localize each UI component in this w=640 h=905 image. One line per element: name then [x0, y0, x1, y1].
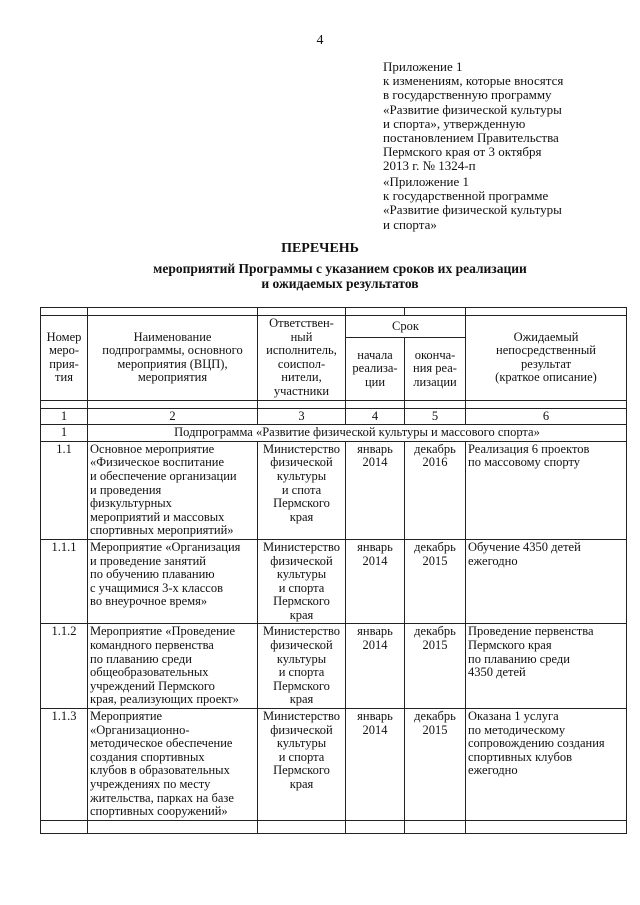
activity-name-line: Основное мероприятие: [90, 441, 215, 456]
continuation-cell: [88, 820, 258, 833]
activities-table: [40, 307, 627, 834]
header-gap-cell: [346, 400, 405, 408]
activity-responsible-line: Пермского: [273, 594, 330, 609]
activity-name-line: физкультурных: [90, 496, 172, 511]
text-line: Приложение 1: [383, 59, 463, 74]
text-line: к изменениям, которые вносятся: [383, 73, 564, 89]
activity-responsible-line: Пермского: [273, 763, 330, 778]
header-gap-cell: [258, 308, 346, 316]
activity-start-line: январь: [357, 709, 393, 724]
activity-start: [346, 624, 405, 709]
activity-responsible-line: края: [289, 607, 314, 622]
activity-name: [88, 539, 258, 624]
header-result: [466, 316, 627, 401]
text-line: ный: [290, 329, 313, 344]
activity-end-line: декабрь: [414, 624, 456, 639]
text-line: лизации: [413, 374, 457, 389]
header-gap-cell: [346, 308, 405, 316]
column-number: 1: [41, 408, 88, 425]
activity-end-line: декабрь: [414, 709, 456, 724]
activity-name-line: жительства, парках на базе: [90, 790, 234, 805]
activity-result-line: сопровождению создания: [468, 736, 605, 751]
column-number: 5: [405, 408, 466, 425]
activity-end-line: 2016: [422, 455, 448, 470]
text-line: подпрограммы, основного: [102, 343, 243, 358]
text-line: мероприятия (ВЦП),: [117, 356, 228, 371]
activity-result-line: по методическому: [468, 722, 566, 737]
activity-responsible-line: Пермского: [273, 496, 330, 511]
text-line: мероприятий Программы с указанием сроков их реализации: [153, 261, 527, 276]
text-line: (краткое описание): [495, 370, 597, 385]
text-line: «Развитие физической культуры: [383, 202, 562, 218]
text-line: непосредственный: [496, 343, 596, 358]
document-title: ПЕРЕЧЕНЬ: [281, 241, 359, 256]
header-gap-cell: [466, 308, 627, 316]
activity-name-line: общеобразовательных: [90, 665, 209, 680]
activity-end: [405, 441, 466, 539]
activity-start: [346, 441, 405, 539]
activity-start-line: январь: [357, 624, 393, 639]
activity-start-line: 2014: [362, 455, 388, 470]
activity-responsible: [258, 624, 346, 709]
text-line: и спорта»: [383, 216, 437, 232]
column-number: 2: [88, 408, 258, 425]
activity-name-line: и обеспечение организации: [90, 468, 237, 483]
activity-name: [88, 624, 258, 709]
header-gap-cell: [88, 308, 258, 316]
text-line: ния реа-: [413, 361, 457, 376]
activity-name-line: Мероприятие «Проведение: [90, 624, 236, 639]
activity-name-line: Мероприятие: [90, 709, 163, 724]
activity-responsible-line: и спорта: [278, 749, 325, 764]
text-line: к государственной программе: [383, 188, 549, 204]
activity-responsible-line: культуры: [276, 567, 327, 582]
continuation-row: [41, 820, 627, 833]
activity-name-line: мероприятий и массовых: [90, 509, 225, 524]
text-line: нители,: [281, 370, 322, 385]
text-line: меро-: [48, 343, 80, 358]
activity-responsible-line: Министерство: [262, 624, 341, 639]
text-line: прия-: [49, 356, 79, 371]
activity-number-line: 1.1.2: [51, 624, 77, 639]
activity-name-line: «Физическое воспитание: [90, 455, 225, 470]
column-number: 3: [258, 408, 346, 425]
header-gap-row: [41, 400, 627, 408]
activity-name-line: края, реализующих проект»: [90, 692, 239, 707]
header-gap-row: [41, 308, 627, 316]
text-line: Ожидаемый: [513, 329, 579, 344]
continuation-cell: [41, 820, 88, 833]
page-number: 4: [316, 33, 324, 48]
activity-number-line: 1.1.3: [51, 709, 77, 724]
header-responsible: [258, 316, 346, 401]
activity-responsible: [258, 441, 346, 539]
activity-number: [41, 624, 88, 709]
activity-responsible-line: физической: [270, 722, 333, 737]
activity-name-line: командного первенства: [90, 638, 214, 653]
activity-name-line: учреждений Пермского: [90, 678, 215, 693]
header-gap-cell: [258, 400, 346, 408]
activity-responsible-line: Министерство: [262, 709, 341, 724]
header-term: Срок: [346, 316, 466, 338]
header-gap-cell: [405, 308, 466, 316]
activity-end-line: 2015: [422, 638, 448, 653]
text-line: Наименование: [133, 329, 212, 344]
activity-end: [405, 709, 466, 821]
activity-start: [346, 709, 405, 821]
appendix-note: [383, 60, 628, 174]
activity-name-line: «Организационно-: [90, 722, 190, 737]
header-gap-cell: [41, 400, 88, 408]
activity-row: [41, 709, 627, 821]
activity-name-line: спортивных мероприятий»: [90, 523, 234, 538]
activity-responsible-line: культуры: [276, 651, 327, 666]
activity-responsible-line: Министерство: [262, 441, 341, 456]
text-line: исполнитель,: [266, 343, 337, 358]
activity-start-line: январь: [357, 539, 393, 554]
header-row: [41, 316, 627, 338]
header-name: [88, 316, 258, 401]
activity-responsible-line: и спорта: [278, 580, 325, 595]
text-line: ции: [364, 374, 386, 389]
text-line: результат: [520, 356, 572, 371]
text-line: и ожидаемых результатов: [261, 275, 419, 291]
activity-result-line: Обучение 4350 детей: [468, 539, 581, 554]
activity-end: [405, 539, 466, 624]
continuation-cell: [466, 820, 627, 833]
activity-name: [88, 441, 258, 539]
activity-number: [41, 539, 88, 624]
activity-result-line: спортивных клубов: [468, 749, 572, 764]
activity-start-line: 2014: [362, 553, 388, 568]
activity-number: [41, 709, 88, 821]
activity-number: [41, 441, 88, 539]
text-line: в государственную программу: [383, 87, 552, 103]
text-line: Пермского края от 3 октября: [383, 144, 542, 160]
text-line: участники: [273, 383, 330, 398]
activity-result-line: Оказана 1 услуга: [468, 709, 559, 724]
activity-result: [466, 539, 627, 624]
activity-start-line: 2014: [362, 638, 388, 653]
activity-start-line: январь: [357, 441, 393, 456]
column-number: 6: [466, 408, 627, 425]
text-line: «Развитие физической культуры: [383, 101, 562, 117]
activity-name-line: клубов в образовательных: [90, 763, 230, 778]
text-line: мероприятия: [137, 370, 208, 385]
activity-name-line: во внеурочное время»: [90, 594, 208, 609]
activity-name-line: и проведения: [90, 482, 162, 497]
activity-result: [466, 441, 627, 539]
activity-name-line: по плаванию среди: [90, 651, 192, 666]
activity-result: [466, 709, 627, 821]
text-line: тия: [55, 370, 73, 385]
activity-responsible: [258, 709, 346, 821]
activity-number-line: 1.1: [56, 441, 72, 456]
header-gap-cell: [466, 400, 627, 408]
activity-responsible-line: и спорта: [278, 665, 325, 680]
continuation-cell: [346, 820, 405, 833]
activity-name-line: с учащимися 3-х классов: [90, 580, 223, 595]
activity-result-line: по массовому спорту: [468, 455, 581, 470]
column-number-row: [41, 408, 627, 425]
activity-result-line: ежегодно: [468, 553, 518, 568]
activity-name: [88, 709, 258, 821]
text-line: и спорта», утвержденную: [383, 115, 526, 131]
text-line: соиспол-: [277, 356, 326, 371]
activity-result-line: Пермского края: [468, 638, 552, 653]
activity-responsible-line: культуры: [276, 468, 327, 483]
activity-number-line: 1.1.1: [51, 539, 77, 554]
activity-responsible-line: физической: [270, 553, 333, 568]
activity-responsible-line: физической: [270, 455, 333, 470]
activity-responsible: [258, 539, 346, 624]
activity-name-line: методическое обеспечение: [90, 736, 233, 751]
continuation-cell: [405, 820, 466, 833]
header-number: [41, 316, 88, 401]
text-line: постановлением Правительства: [383, 130, 559, 146]
continuation-cell: [258, 820, 346, 833]
activity-result-line: 4350 детей: [468, 665, 526, 680]
activity-responsible-line: края: [289, 509, 314, 524]
text-line: Номер: [46, 329, 82, 344]
activity-start: [346, 539, 405, 624]
header-gap-cell: [88, 400, 258, 408]
activity-responsible-line: Министерство: [262, 539, 341, 554]
activity-responsible-line: культуры: [276, 736, 327, 751]
column-number: 4: [346, 408, 405, 425]
text-line: оконча-: [414, 347, 456, 362]
activity-end: [405, 624, 466, 709]
activity-name-line: спортивных сооружений»: [90, 804, 228, 819]
activity-row: [41, 441, 627, 539]
header-gap-cell: [41, 308, 88, 316]
text-line: Ответствен-: [269, 316, 334, 330]
activity-end-line: 2015: [422, 722, 448, 737]
activity-name-line: учреждениях по месту: [90, 777, 211, 791]
activity-responsible-line: края: [289, 777, 314, 791]
activity-result-line: Реализация 6 проектов: [468, 441, 590, 456]
activity-name-line: по обучению плаванию: [90, 567, 215, 582]
header-start: [346, 338, 405, 400]
activity-responsible-line: Пермского: [273, 678, 330, 693]
activity-responsible-line: физической: [270, 638, 333, 653]
activity-responsible-line: и спота: [281, 482, 322, 497]
activity-result: [466, 624, 627, 709]
document-subtitle: [80, 262, 600, 291]
activity-result-line: по плаванию среди: [468, 651, 570, 666]
text-line: начала: [357, 347, 393, 362]
header-gap-cell: [405, 400, 466, 408]
activity-start-line: 2014: [362, 722, 388, 737]
activity-end-line: 2015: [422, 553, 448, 568]
subprogram-row: [41, 425, 627, 442]
activity-name-line: создания спортивных: [90, 749, 205, 764]
activity-name-line: и проведение занятий: [90, 553, 206, 568]
appendix-reference: [383, 175, 628, 232]
text-line: «Приложение 1: [383, 174, 470, 189]
activity-end-line: декабрь: [414, 441, 456, 456]
subprogram-number: 1: [41, 425, 88, 442]
activity-result-line: Проведение первенства: [468, 624, 594, 639]
header-end: [405, 338, 466, 400]
activity-name-line: Мероприятие «Организация: [90, 539, 241, 554]
activity-result-line: ежегодно: [468, 763, 518, 778]
activity-end-line: декабрь: [414, 539, 456, 554]
activity-row: [41, 539, 627, 624]
text-line: реализа-: [352, 361, 398, 376]
text-line: 2013 г. № 1324-п: [383, 158, 476, 174]
activity-responsible-line: края: [289, 692, 314, 707]
activity-row: [41, 624, 627, 709]
subprogram-label: Подпрограмма «Развитие физической культуры и массового спорта»: [88, 425, 627, 442]
